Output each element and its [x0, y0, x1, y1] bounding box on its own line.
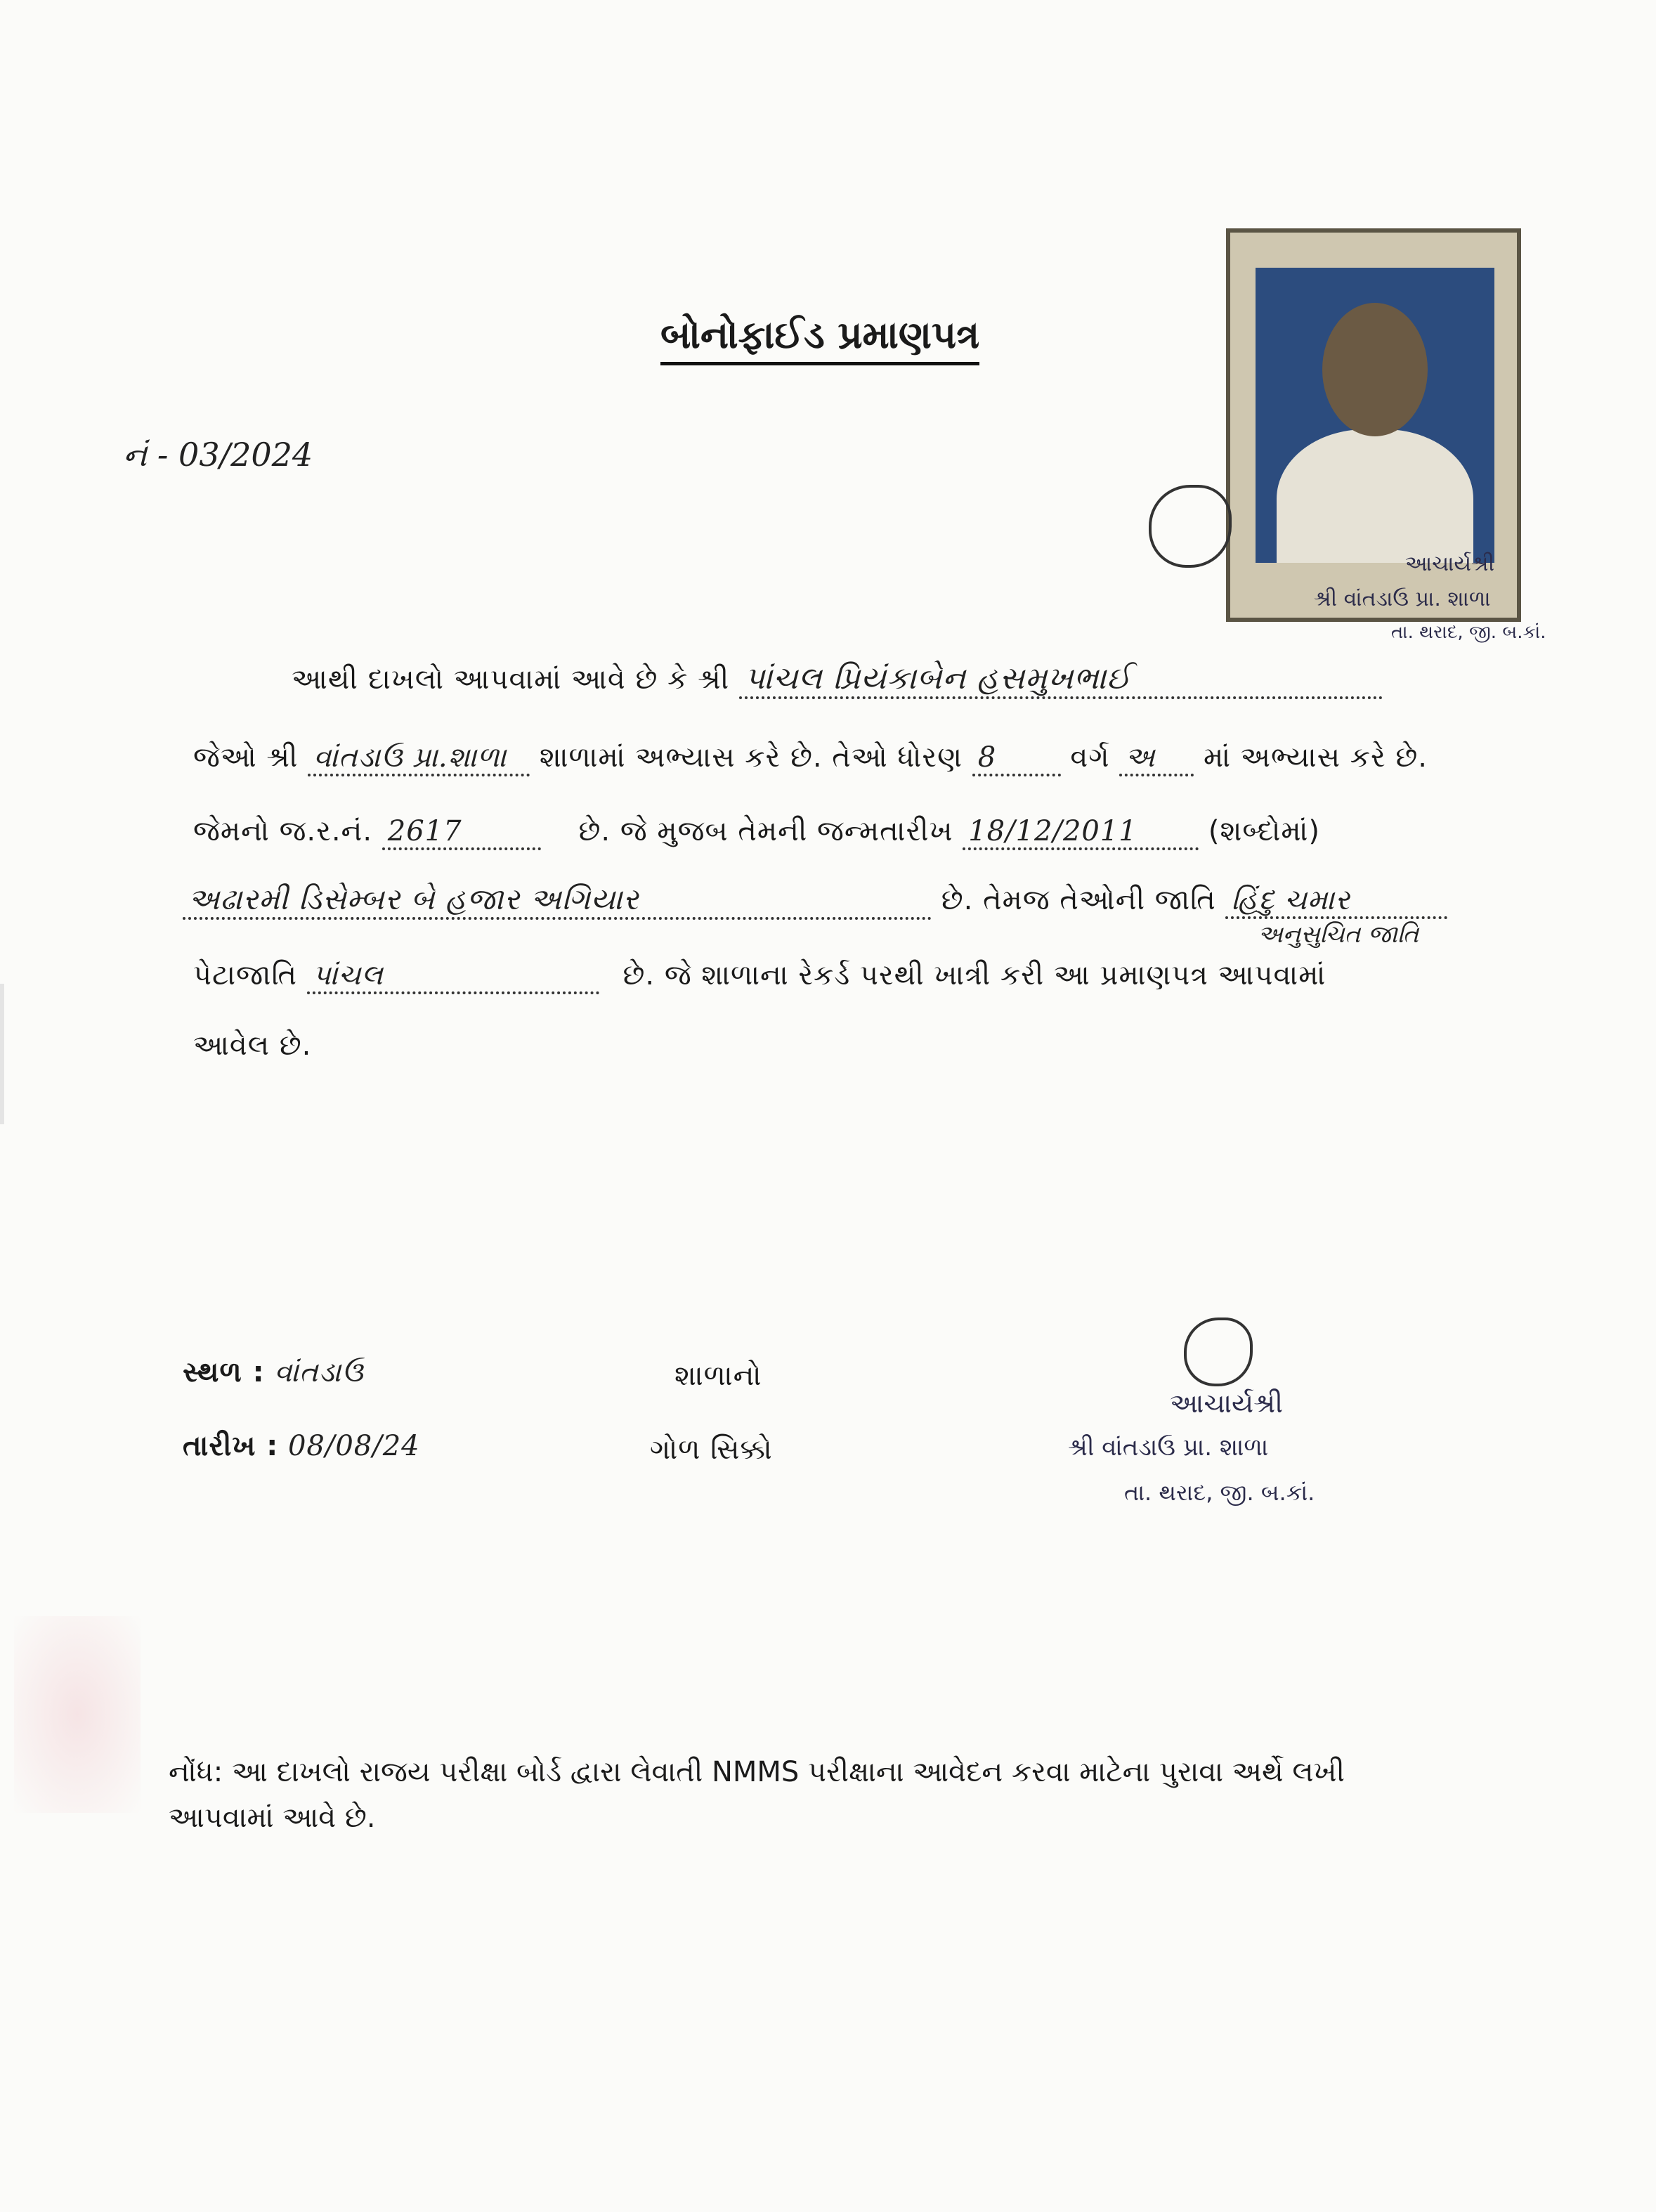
- class-division-value: અ: [1119, 741, 1194, 776]
- caste-value: હિંદુ ચમાર: [1225, 884, 1447, 919]
- body-line-3: [193, 815, 1320, 850]
- birth-date: 18/12/2011: [963, 815, 1199, 850]
- certificate-number: નં - 03/2024: [123, 436, 313, 474]
- line1-prefix: આથી દાખલો આપવામાં આવે છે કે શ્રી: [292, 663, 730, 696]
- gr-number: 2617: [382, 815, 541, 850]
- paper-smudge: [14, 1616, 141, 1813]
- line4-mid: છે. તેમજ તેઓની જાતિ: [941, 884, 1216, 916]
- seal-line-1: શાળાનો: [674, 1360, 762, 1392]
- line5-suffix: છે. જે શાળાના રેકર્ડ પરથી ખાત્રી કરી આ પ્રમાણપત્ર આપવામાં: [622, 959, 1326, 991]
- principal-title: આચાર્યશ્રી: [1170, 1388, 1284, 1419]
- line3-mid: છે. જે મુજબ તેમની જન્મતારીખ: [578, 815, 953, 847]
- scan-edge-mark: [0, 984, 4, 1124]
- line3-prefix: જેમનો જ.ર.નં.: [193, 815, 373, 847]
- caste-note: અનુસુચિત જાતિ: [1258, 920, 1419, 949]
- photo-shirt: [1277, 429, 1473, 563]
- line5-prefix: પેટાજાતિ: [193, 959, 298, 991]
- body-line-4: [183, 882, 1447, 920]
- line3-suffix: (શબ્દોમાં): [1208, 815, 1321, 847]
- line2-prefix: જેઓ શ્રી: [193, 741, 299, 774]
- birth-date-words: અઢારમી ડિસેમ્બર બે હજાર અગિયાર: [183, 882, 932, 920]
- photo-face: [1322, 303, 1428, 436]
- note-line-1: નોંધ: આ દાખલો રાજય પરીક્ષા બોર્ડ દ્વારા લેવાતી NMMS પરીક્ષાના આવેદન કરવા માટેના પુરાવા અર્થે લખી: [169, 1756, 1345, 1788]
- line2-suffix: માં અભ્યાસ કરે છે.: [1203, 741, 1428, 774]
- photo-stamp-line2: શ્રી વાંતડાઉ પ્રા. શાળા: [1314, 587, 1491, 611]
- body-line-1: [292, 661, 1383, 699]
- body-line-5: [193, 959, 1326, 994]
- photo-stamp-line1: આચાર્યશ્રી: [1405, 552, 1495, 576]
- date-label: તારીખ :: [183, 1430, 279, 1462]
- date-row: [183, 1430, 420, 1462]
- student-name: પાંચલ પ્રિયંકાબેન હસમુખભાઈ: [739, 661, 1383, 699]
- line2-mid: શાળામાં અભ્યાસ કરે છે. તેઓ ધોરણ: [539, 741, 963, 774]
- line2-mid2: વર્ગ: [1070, 741, 1110, 774]
- seal-line-2: ગોળ સિક્કો: [650, 1433, 773, 1466]
- date-value: 08/08/24: [287, 1430, 420, 1462]
- photo-signature-mark: [1149, 485, 1232, 568]
- body-line-2: [193, 741, 1428, 776]
- school-name: વાંતડાઉ પ્રા.શાળા: [308, 741, 530, 776]
- note-line-2: આપવામાં આવે છે.: [169, 1802, 376, 1834]
- photo-stamp-line3: તા. થરાદ, જી. બ.કાં.: [1391, 622, 1546, 643]
- photo-image: [1256, 268, 1494, 563]
- sub-caste-value: પાંચલ: [307, 959, 599, 994]
- body-line-6: આવેલ છે.: [193, 1029, 312, 1062]
- place-label: સ્થળ :: [183, 1356, 265, 1388]
- certificate-title: બોનોફાઈડ પ્રમાણપત્ર: [660, 313, 979, 365]
- place-row: [183, 1356, 364, 1388]
- place-value: વાંતડાઉ: [274, 1356, 364, 1388]
- principal-stamp-line2: તા. થરાદ, જી. બ.કાં.: [1124, 1479, 1315, 1506]
- standard-value: 8: [972, 741, 1061, 776]
- principal-stamp-line1: શ્રી વાંતડાઉ પ્રા. શાળા: [1068, 1433, 1269, 1462]
- principal-signature-mark: [1184, 1318, 1253, 1386]
